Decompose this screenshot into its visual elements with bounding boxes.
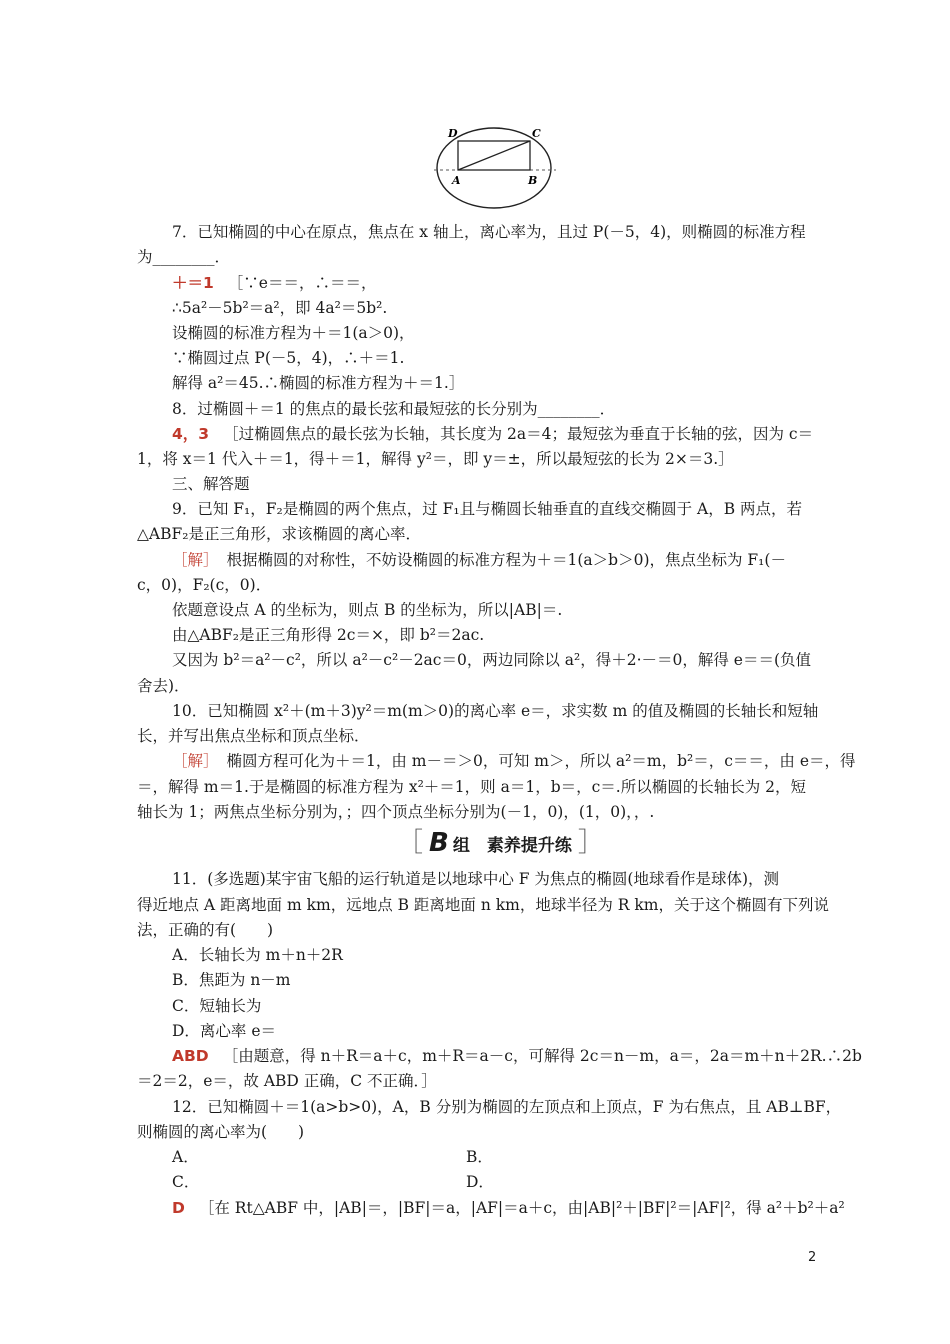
line-text: 三、解答题 [172,475,250,493]
text-line [172,549,786,571]
text-line [172,322,415,344]
text-line [172,297,387,319]
line-text-option: B． [466,1148,493,1166]
line-text: 10．已知椭圆 x²＋(m＋3)y²＝m(m＞0)的离心率 e＝，求实数 m 的值及椭圆的长轴长和短轴 [172,702,819,720]
line-text: 法，正确的有( ) [137,921,274,939]
text-line [137,246,230,268]
answer-label: 4，3 [172,425,210,443]
line-text: 依题意设点 A 的坐标为，则点 B 的坐标为，所以|AB|＝. [172,601,563,619]
line-text: 长，并写出焦点坐标和顶点坐标． [137,727,370,745]
line-text: 则椭圆的离心率为( ) [137,1123,305,1141]
line-text: ∵椭圆过点 P(－5，4)，∴＋＝1. [172,349,405,367]
text-line [172,272,376,294]
text-line [172,347,404,369]
line-text: C．短轴长为 [172,997,262,1015]
banner-left-bracket: ［ [397,828,424,858]
line-text: 1，将 x＝1 代入＋＝1，得＋＝1，解得 y²＝，即 y＝±，所以最短弦的长为 2×＝3.］ [137,450,734,468]
line-text: 为________． [137,248,231,266]
answer-label: ＋＝1 [172,274,214,292]
text-line [172,221,806,243]
text-line [137,894,829,916]
line-text: ［∵e＝＝，∴＝＝， [227,274,377,292]
text-line [172,1020,276,1042]
line-text: 8．过椭圆＋＝1 的焦点的最长弦和最短弦的长分别为________． [172,400,616,418]
text-line [172,750,856,772]
line-text: 7．已知椭圆的中心在原点，焦点在 x 轴上，离心率为，且过 P(－5，4)，则椭圆的标准方程 [172,223,806,241]
line-text: ［由题意，得 n＋R＝a＋c，m＋R＝a－c，可解得 2c＝n－m，a＝，2a＝m＋n＋2R.∴2b [222,1047,862,1065]
line-text: ［在 Rt△ABF 中，|AB|＝，|BF|＝a，|AF|＝a＋c，由|AB|²＋|BF|²＝|AF|²，得 a²＋b²＋a² [198,1199,845,1217]
label-a: A [452,174,461,187]
line-text: 11．(多选题)某宇宙飞船的运行轨道是以地球中心 F 为焦点的椭圆(地球看作是球体)，测 [172,870,780,888]
section-banner [397,828,604,858]
text-line [137,1121,304,1143]
ellipse-figure [430,122,560,216]
text-line [172,1197,845,1219]
solution-tag: ［解］ [172,551,219,569]
text-line [137,801,654,823]
line-text: △ABF₂是正三角形，求该椭圆的离心率． [137,525,421,543]
text-line [137,675,190,697]
line-text: D．离心率 e＝ [172,1022,277,1040]
label-c: C [532,127,541,140]
text-line [172,944,343,966]
text-line [172,1045,862,1067]
text-line [137,574,271,596]
line-text: A．长轴长为 m＋n＋2R [172,946,343,964]
line-text: ［过椭圆焦点的最长弦为长轴，其长度为 2a＝4；最短弦为垂直于长轴的弦，因为 c＝ [223,425,814,443]
label-d: D [448,127,458,140]
line-text: 又因为 b²＝a²－c²，所以 a²－c²－2ac＝0，两边同除以 a²，得＋2·－＝0，解得 e＝＝(负值 [172,651,812,669]
text-line [172,969,291,991]
text-line [172,649,811,671]
text-line [172,1096,841,1118]
text-line [137,776,806,798]
text-line [172,868,779,890]
line-text: ＝，解得 m＝1.于是椭圆的标准方程为 x²＋＝1，则 a＝1，b＝，c＝.所以椭圆的长轴长为 2，短 [137,778,807,796]
text-line [137,725,370,747]
line-text: 设椭圆的标准方程为＋＝1(a＞0)， [172,324,415,342]
line-text: ∴5a²－5b²＝a²，即 4a²＝5b². [172,299,388,317]
line-text: 9．已知 F₁，F₂是椭圆的两个焦点，过 F₁且与椭圆长轴垂直的直线交椭圆于 A，B 两点，若 [172,500,803,518]
text-line [172,498,802,520]
text-line [172,372,464,394]
text-line [172,423,813,445]
banner-right-bracket: ］ [577,828,604,858]
text-line [172,995,261,1017]
line-text: A． [172,1148,199,1166]
line-text: B．焦距为 n－m [172,971,291,989]
label-b: B [528,174,538,187]
page-number: 2 [808,1250,817,1265]
line-text: c，0)，F₂(c，0)． [137,576,272,594]
answer-label: ABD [172,1047,209,1065]
text-line [172,473,250,495]
text-line [172,1171,494,1193]
text-line [172,700,818,722]
line-text: 椭圆方程可化为＋＝1，由 m－＝＞0，可知 m＞，所以 a²＝m，b²＝，c＝＝，由 e＝，得 [226,752,856,770]
text-line [172,624,484,646]
banner-letter: B [429,828,449,858]
line-text: C． [172,1173,200,1191]
line-text: 解得 a²＝45.∴椭圆的标准方程为＋＝1.］ [172,374,465,392]
line-text: 根据椭圆的对称性，不妨设椭圆的标准方程为＋＝1(a＞b＞0)，焦点坐标为 F₁(－ [226,551,786,569]
answer-label: D [172,1199,185,1217]
text-line [137,919,273,941]
solution-tag: ［解］ [172,752,219,770]
line-text: 由△ABF₂是正三角形得 2c＝×，即 b²＝2ac. [172,626,485,644]
line-text: 轴长为 1；两焦点坐标分别为，；四个顶点坐标分别为(－1，0)，(1，0)，，. [137,803,655,821]
text-line [137,1070,437,1092]
banner-title: 组 素养提升练 [452,835,572,856]
line-text: 舍去)． [137,677,190,695]
text-line [137,523,421,545]
line-text-option: D． [466,1173,494,1191]
line-text: 得近地点 A 距离地面 m km，远地点 B 距离地面 n km，地球半径为 R km，关于这个椭圆有下列说 [137,896,829,914]
text-line [172,1146,493,1168]
text-line [172,599,562,621]
line-text: ＝2＝2，e＝，故 ABD 正确，C 不正确．］ [137,1072,437,1090]
line-text: 12．已知椭圆＋＝1(a>b>0)，A，B 分别为椭圆的左顶点和上顶点，F 为右焦点，且 AB⊥BF， [172,1098,842,1116]
text-line [137,448,734,470]
text-line [172,398,615,420]
